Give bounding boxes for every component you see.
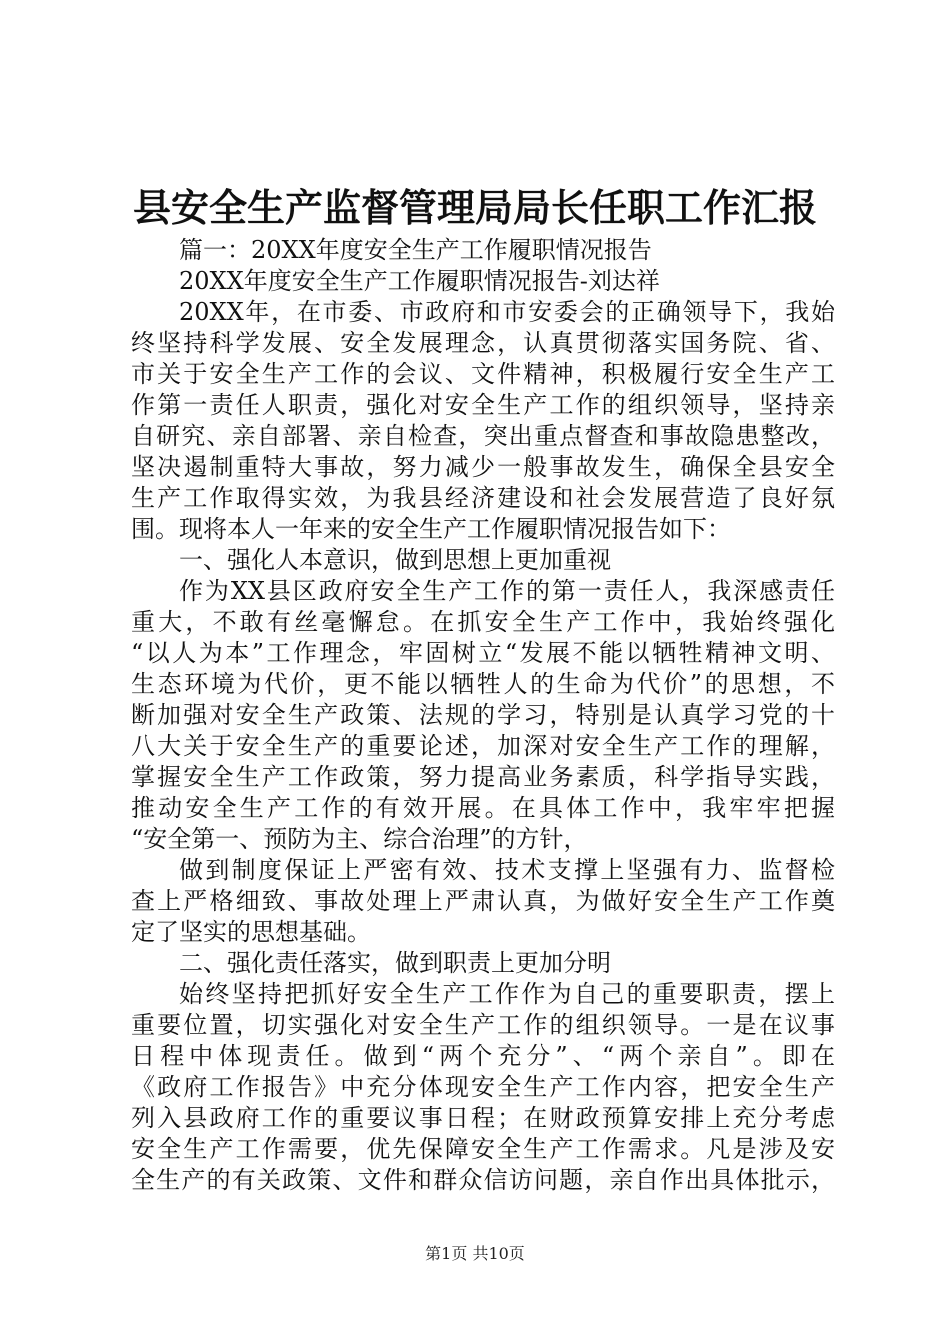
text-line: 八大关于安全生产的重要论述，加深对安全生产工作的理解，: [131, 732, 835, 760]
text-line: 推动安全生产工作的有效开展。在具体工作中，我牢牢把握: [131, 794, 835, 822]
text-line: 自研究、亲自部署、亲自检查，突出重点督查和事故隐患整改，: [131, 422, 835, 450]
text-line: 作第一责任人职责，强化对安全生产工作的组织领导，坚持亲: [131, 391, 835, 419]
text-line: 20XX年度安全生产工作履职情况报告-刘达祥: [179, 267, 660, 295]
text-line: 20XX年，在市委、市政府和市安委会的正确领导下，我始: [179, 298, 835, 326]
text-line: 《政府工作报告》中充分体现安全生产工作内容，把安全生产: [131, 1073, 835, 1101]
text-line: 二、强化责任落实，做到职责上更加分明: [179, 949, 611, 977]
text-line: 生产工作取得实效，为我县经济建设和社会发展营造了良好氛: [131, 484, 835, 512]
text-line: 作为XX县区政府安全生产工作的第一责任人，我深感责任: [179, 577, 835, 605]
text-line: 安全生产工作需要，优先保障安全生产工作需求。凡是涉及安: [131, 1135, 835, 1163]
page-footer: 第1页 共10页: [425, 1244, 525, 1263]
text-line: 全生产的有关政策、文件和群众信访问题，亲自作出具体批示，: [131, 1166, 835, 1194]
text-line: 篇一：20XX年度安全生产工作履职情况报告: [179, 236, 652, 264]
text-line: 定了坚实的思想基础。: [131, 918, 371, 946]
text-line: 始终坚持把抓好安全生产工作作为自己的重要职责，摆上: [179, 980, 835, 1008]
text-line: 查上严格细致、事故处理上严肃认真，为做好安全生产工作奠: [131, 887, 835, 915]
text-line: 断加强对安全生产政策、法规的学习，特别是认真学习党的十: [131, 701, 835, 729]
text-line: 列入县政府工作的重要议事日程；在财政预算安排上充分考虑: [131, 1104, 835, 1132]
text-line: “以人为本”工作理念，牢固树立“发展不能以牺牲精神文明、: [131, 639, 835, 667]
document-title: 县安全生产监督管理局局长任职工作汇报: [132, 185, 817, 230]
text-line: 终坚持科学发展、安全发展理念，认真贯彻落实国务院、省、: [131, 329, 835, 357]
text-line: 市关于安全生产工作的会议、文件精神，积极履行安全生产工: [131, 360, 835, 388]
text-line: 重要位置，切实强化对安全生产工作的组织领导。一是在议事: [131, 1011, 835, 1039]
text-line: 一、强化人本意识，做到思想上更加重视: [179, 546, 611, 574]
text-line: “安全第一、预防为主、综合治理”的方针，: [131, 825, 588, 853]
text-line: 围。现将本人一年来的安全生产工作履职情况报告如下：: [131, 515, 731, 543]
text-line: 坚决遏制重特大事故，努力减少一般事故发生，确保全县安全: [131, 453, 835, 481]
text-line: 做到制度保证上严密有效、技术支撑上坚强有力、监督检: [179, 856, 835, 884]
text-line: 日程中体现责任。做到“两个充分”、“两个亲自”。即在: [131, 1042, 835, 1070]
text-line: 生态环境为代价，更不能以牺牲人的生命为代价”的思想，不: [131, 670, 835, 698]
text-line: 重大，不敢有丝毫懈怠。在抓安全生产工作中，我始终强化: [131, 608, 835, 636]
text-line: 掌握安全生产工作政策，努力提高业务素质，科学指导实践，: [131, 763, 835, 791]
document-body: [131, 235, 835, 1196]
